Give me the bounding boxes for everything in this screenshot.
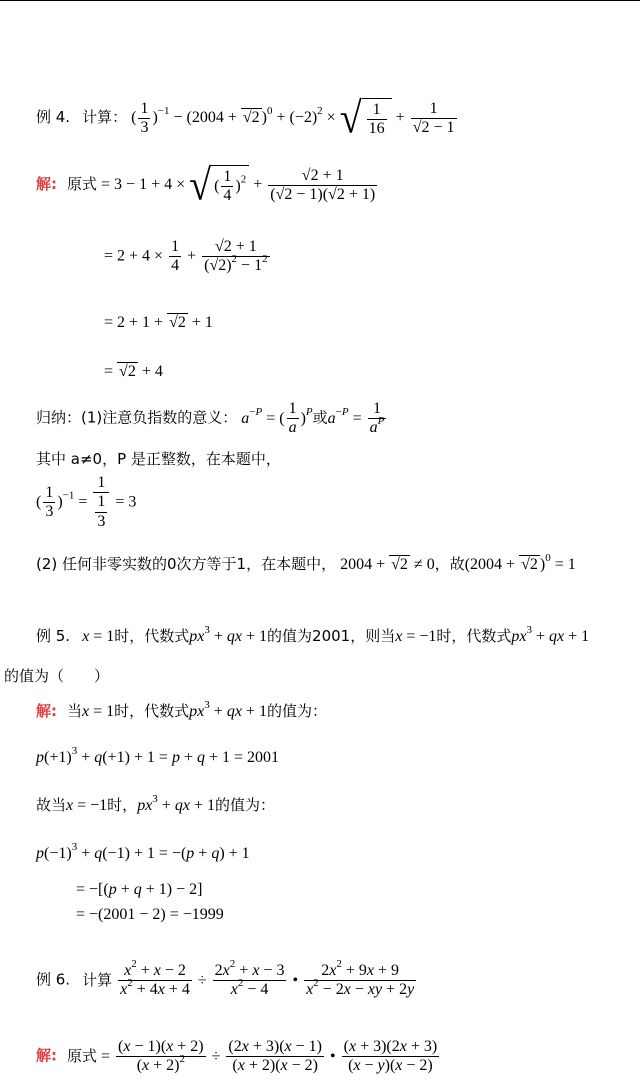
solution-label: 解:	[36, 702, 57, 720]
expression: x = 1	[82, 703, 115, 720]
compute-prompt: 计算	[82, 970, 113, 989]
expression: $px^3$ + qx + 1	[189, 699, 267, 720]
solution-label: 解:	[36, 175, 57, 194]
expression: $\frac{x^2 + x - 2}{x^2 + 4x + 4}$ ÷ $\frac{2x^2 + x - 3}{x^2 - 4}$ • $\frac{2x^2 + 9x + 9}{x^2 - 2x - xy + 2y}$	[120, 958, 415, 999]
solution-text: 的值为：	[214, 796, 275, 814]
question-text: 时，代数式	[436, 627, 512, 645]
solution-line-1	[36, 699, 327, 721]
expression: $px^3$ + qx + 1	[189, 624, 268, 645]
expression: = 3 − 1 + 4 × √ ( $\frac{1}{4}$ )$^2$ + $\frac{√2 + 1}{(√2 - 1)(√2 + 1)}$	[101, 159, 376, 210]
example-5-problem	[36, 624, 590, 646]
solution-line-6: = −(2001 − 2) = −1999	[76, 906, 224, 923]
expression: ( $\frac{1}{3}$ )$^{-1}$ − (2004 + √2 )$^0 + (-2)^2$ × √ $\frac{1}{16}$ + $\frac{1}{√2 - 1}$	[131, 92, 455, 143]
induction-line	[36, 400, 388, 438]
solution-text: 故当	[36, 796, 67, 814]
expression: $a^{-P}$ = ( $\frac{1}{a}$ )$^P$	[241, 400, 313, 437]
solution-line-1	[36, 159, 379, 210]
solution-line-3	[36, 793, 275, 815]
expression: $px^3$ + qx + 1	[137, 793, 215, 814]
question-text: 的值为2001，则当	[267, 627, 396, 645]
expression: x = −1	[66, 797, 108, 814]
compute-prompt: 计算：	[82, 108, 128, 127]
solution-text: 的值为：	[266, 702, 327, 720]
expression: 2004 + √2 ≠ 0	[340, 556, 435, 573]
question-tail: 的值为（ ）	[4, 667, 110, 685]
solution-line-5: = −[(p + q + 1) − 2]	[76, 881, 203, 898]
example-6-solution	[36, 1038, 441, 1076]
original-expression-label: 原式	[67, 1046, 98, 1065]
expression: $px^3$ + qx + 1	[511, 624, 590, 645]
solution-line-2: = 2 + 4 × $\frac{1}{4}$ + $\frac{√2 + 1}{(√2)^2 - 1^2}$	[104, 238, 268, 275]
question-text: 时，代数式	[114, 627, 190, 645]
note-2-therefore: ，故	[434, 555, 465, 573]
or-text: 或	[312, 408, 328, 427]
solution-text: 时，代数式	[114, 702, 190, 720]
original-expression-label: 原式	[67, 175, 98, 194]
solution-line-4: $p(-1)^3 + q(-1) + 1 = -(p + q) + 1$	[36, 841, 250, 862]
expression: $a^{-P}$ = $\frac{1}{a^P}$	[327, 400, 385, 437]
expression: (2004 + √2 )$^0$ = 1	[464, 552, 576, 573]
expression: = $\frac{(x - 1)(x + 2)}{(x + 2)^2}$ ÷ $\frac{(2x + 3)(x - 1)}{(x + 2)(x - 2)}$ • $\frac{(x + 3)(2x + 3)}{(x - y)(x - 2)}$	[101, 1038, 438, 1075]
example-4-problem	[36, 92, 459, 143]
example-label: 例 4.	[36, 108, 71, 127]
top-rule	[0, 0, 640, 1]
solution-line-2: $p(+1)^3 + q(+1) + 1 = p + q + 1 = 2001$	[36, 745, 280, 766]
note-1: 其中 a≠0，P 是正整数，在本题中，	[36, 450, 281, 468]
note-2	[36, 552, 576, 574]
solution-text: 时，	[107, 796, 138, 814]
solution-line-4: = √2 + 4	[104, 363, 163, 380]
example-6-problem	[36, 958, 418, 1000]
note-2-text: (2) 任何非零实数的0次方等于1，在本题中，	[36, 555, 337, 573]
example-label: 例 6.	[36, 970, 71, 989]
expression: x = 1	[82, 628, 115, 645]
solution-line-3: = 2 + 1 + √2 + 1	[104, 314, 213, 331]
reciprocal-expression: ( $\frac{1}{3}$ )$^{-1}$ = $\frac{1}{\frac{1}{3}}$ = 3	[36, 474, 137, 530]
solution-text: 当	[67, 702, 83, 720]
induction-text: 归纳：(1)注意负指数的意义：	[36, 408, 238, 427]
example-label: 例 5.	[36, 627, 71, 645]
solution-label: 解:	[36, 1046, 57, 1065]
expression: x = −1	[395, 628, 437, 645]
